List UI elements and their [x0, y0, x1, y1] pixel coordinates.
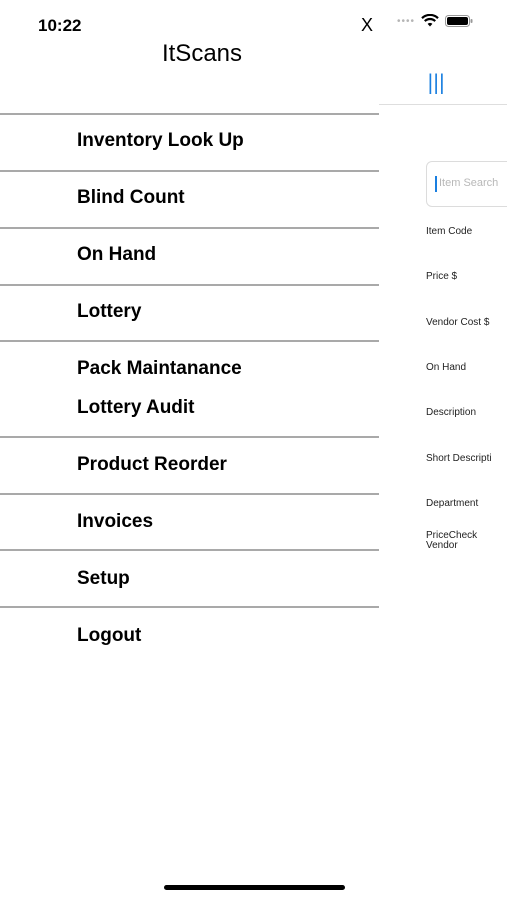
- menu-divider: [0, 549, 379, 551]
- menu-divider: [0, 493, 379, 495]
- field-label-on-hand: On Hand: [426, 362, 467, 373]
- status-time: 10:22: [38, 16, 82, 35]
- menu-item-inventory-look-up[interactable]: Inventory Look Up: [77, 130, 244, 151]
- menu-item-setup[interactable]: Setup: [77, 568, 130, 589]
- item-search-input[interactable]: [426, 161, 507, 207]
- menu-item-logout[interactable]: Logout: [77, 625, 142, 646]
- field-label-vendor: Vendor: [426, 540, 458, 551]
- menu-divider: [0, 340, 379, 342]
- menu-divider: [0, 436, 379, 438]
- signal-dots-icon: ••••: [397, 15, 416, 27]
- field-label-pricecheck: PriceCheck: [426, 530, 478, 541]
- background-screen: [379, 0, 507, 900]
- field-label-short-description: Short Descripti: [426, 453, 492, 464]
- menu-divider: [0, 170, 379, 172]
- menu-item-pack-maintanance[interactable]: Pack Maintanance: [77, 358, 242, 379]
- menu-divider: [0, 606, 379, 608]
- header-divider: [379, 104, 507, 105]
- field-label-description: Description: [426, 407, 477, 418]
- menu-item-invoices[interactable]: Invoices: [77, 511, 154, 532]
- menu-item-lottery[interactable]: Lottery: [77, 301, 142, 322]
- wifi-icon: [421, 14, 439, 28]
- menu-divider: [0, 113, 379, 115]
- menu-item-lottery-audit[interactable]: Lottery Audit: [77, 397, 195, 418]
- menu-item-on-hand[interactable]: On Hand: [77, 244, 157, 265]
- text-caret: [435, 176, 437, 192]
- close-button[interactable]: X: [361, 15, 374, 35]
- menu-item-blind-count[interactable]: Blind Count: [77, 187, 185, 208]
- field-label-department: Department: [426, 498, 479, 509]
- hamburger-icon[interactable]: |||: [427, 70, 445, 94]
- status-icons: [397, 14, 473, 28]
- menu-divider: [0, 227, 379, 229]
- field-label-item-code: Item Code: [426, 226, 473, 237]
- field-label-vendor-cost: Vendor Cost $: [426, 317, 490, 328]
- menu-item-product-reorder[interactable]: Product Reorder: [77, 454, 227, 475]
- field-label-price: Price $: [426, 271, 458, 282]
- search-placeholder: Item Search: [439, 177, 499, 189]
- home-indicator[interactable]: [164, 885, 345, 890]
- app-title: ItScans: [161, 40, 243, 67]
- menu-divider: [0, 284, 379, 286]
- battery-icon: [445, 15, 473, 27]
